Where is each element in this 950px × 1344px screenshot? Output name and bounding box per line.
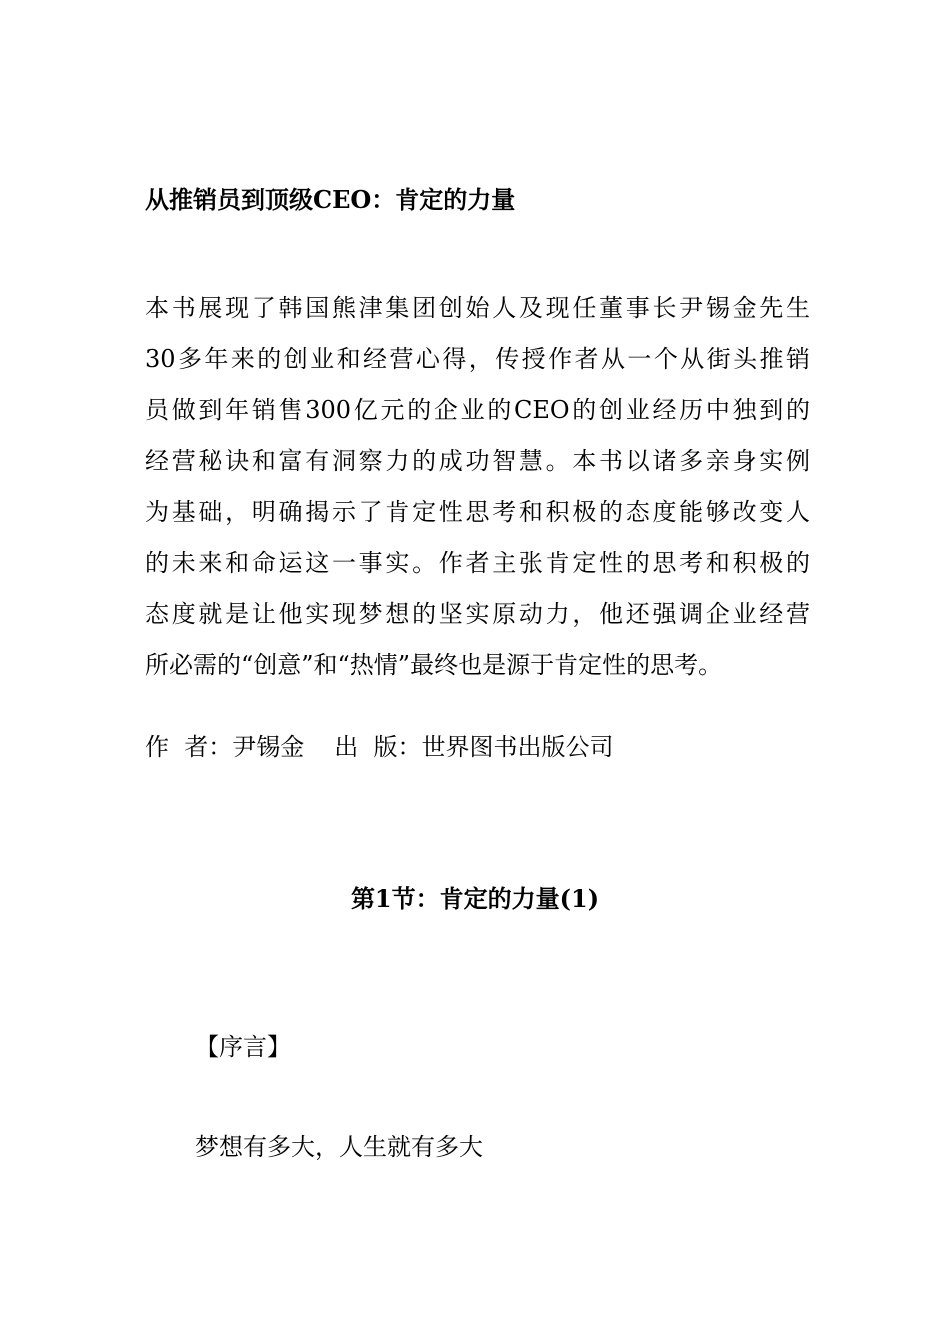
intro-line: 所必需的“创意”和“热情”最终也是源于肯定性的思考。 <box>145 651 723 679</box>
publisher-name: 世界图书出版公司 <box>421 733 614 761</box>
intro-line: 态度就是让他实现梦想的坚实原动力，他还强调企业经营 <box>145 600 810 628</box>
book-title: 从推销员到顶级CEO：肯定的力量 <box>145 185 516 214</box>
section-heading: 第1节：肯定的力量(1) <box>350 884 600 913</box>
author-name: 尹锡金 <box>232 733 305 761</box>
book-intro-paragraph <box>145 283 810 691</box>
preface-first-line: 梦想有多大，人生就有多大 <box>195 1133 483 1161</box>
intro-line: 的未来和命运这一事实。作者主张肯定性的思考和积极的 <box>145 549 810 577</box>
publisher-label: 出 版： <box>334 733 422 761</box>
intro-line: 本书展现了韩国熊津集团创始人及现任董事长尹锡金先生 <box>145 294 810 322</box>
intro-line: 为基础，明确揭示了肯定性思考和积极的态度能够改变人 <box>145 498 810 526</box>
book-meta <box>145 730 614 764</box>
preface-label: 【序言】 <box>195 1033 291 1061</box>
intro-line: 30多年来的创业和经营心得，传授作者从一个从街头推销 <box>145 345 810 373</box>
intro-line: 员做到年销售300亿元的企业的CEO的创业经历中独到的 <box>145 396 810 424</box>
author-label: 作 者： <box>145 733 233 761</box>
intro-line: 经营秘诀和富有洞察力的成功智慧。本书以诸多亲身实例 <box>145 447 810 475</box>
